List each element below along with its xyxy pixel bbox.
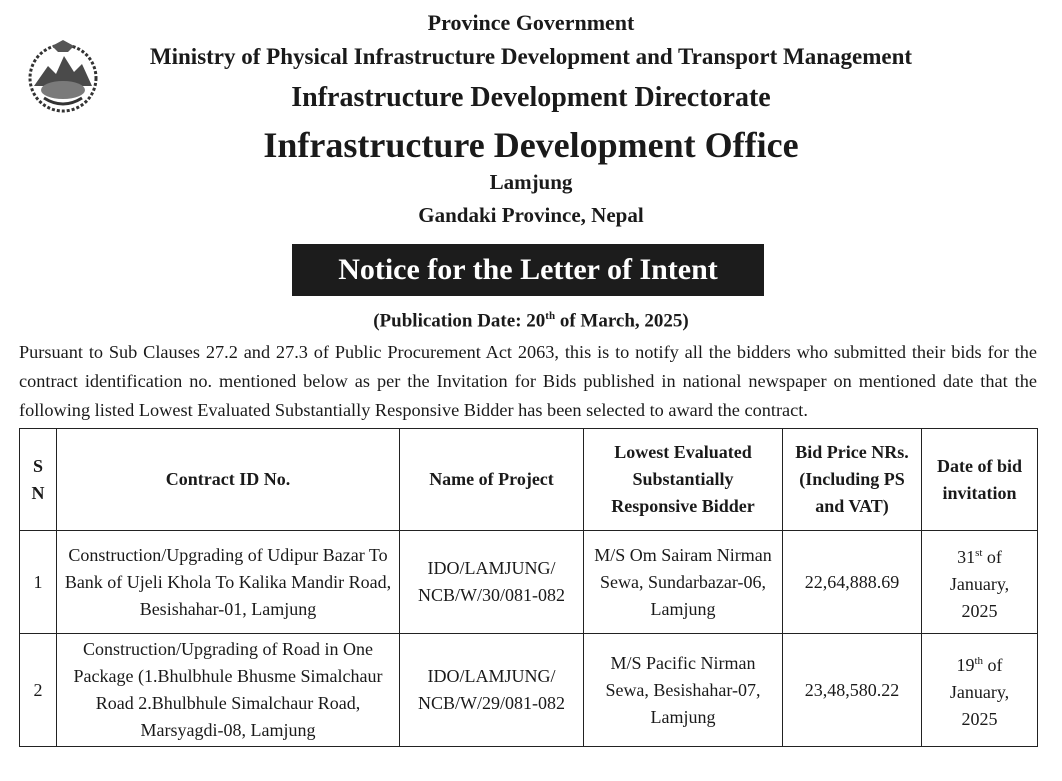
award-table	[19, 428, 1038, 747]
cell-date: 19th of January, 2025	[922, 634, 1038, 747]
header-province-country: Gandaki Province, Nepal	[418, 203, 644, 227]
header-date: Date of bid invitation	[922, 429, 1038, 531]
header-contract: Contract ID No.	[57, 429, 400, 531]
cell-sn: 2	[20, 634, 57, 747]
cell-bidder: M/S Pacific Nirman Sewa, Besishahar-07, Lamjung	[584, 634, 783, 747]
header-price: Bid Price NRs. (Including PS and VAT)	[783, 429, 922, 531]
cell-project: IDO/LAMJUNG/ NCB/W/30/081-082	[400, 531, 584, 634]
header-ministry: Ministry of Physical Infrastructure Development and Transport Management	[149, 44, 913, 69]
cell-date: 31st of January, 2025	[922, 531, 1038, 634]
cell-contract: Construction/Upgrading of Udipur Bazar To Bank of Ujeli Khola To Kalika Mandir Road, Besishahar-01, Lamjung	[57, 531, 400, 634]
cell-price: 22,64,888.69	[783, 531, 922, 634]
notice-title-banner: Notice for the Letter of Intent	[292, 244, 764, 296]
header-directorate: Infrastructure Development Directorate	[291, 82, 771, 113]
table-row	[20, 634, 1038, 747]
cell-sn: 1	[20, 531, 57, 634]
cell-contract: Construction/Upgrading of Road in One Package (1.Bhulbhule Bhusme Simalchaur Road 2.Bhulbhule Simalchaur Road, Marsyagdi-08, Lamjung	[57, 634, 400, 747]
cell-price: 23,48,580.22	[783, 634, 922, 747]
header-office: Infrastructure Development Office	[263, 125, 799, 165]
cell-bidder: M/S Om Sairam Nirman Sewa, Sundarbazar-06, Lamjung	[584, 531, 783, 634]
header-sn: S N	[20, 429, 57, 531]
header-project: Name of Project	[400, 429, 584, 531]
cell-project: IDO/LAMJUNG/ NCB/W/29/081-082	[400, 634, 584, 747]
header-province: Province Government	[427, 10, 635, 35]
publication-date: (Publication Date: 20th of March, 2025)	[373, 310, 689, 332]
table-row	[20, 531, 1038, 634]
header-district: Lamjung	[489, 170, 573, 194]
intro-paragraph: Pursuant to Sub Clauses 27.2 and 27.3 of Public Procurement Act 2063, this is to notify all the bidders who submitted their bids for the contract identification no. mentioned below as per the Invitation for Bids published in national newspaper on mentioned date that the following listed Lowest Evaluated Substantially Responsive Bidder has been selected to award the contract.	[19, 342, 1037, 420]
table-header-row	[20, 429, 1038, 531]
header-bidder: Lowest Evaluated Substantially Responsive Bidder	[584, 429, 783, 531]
